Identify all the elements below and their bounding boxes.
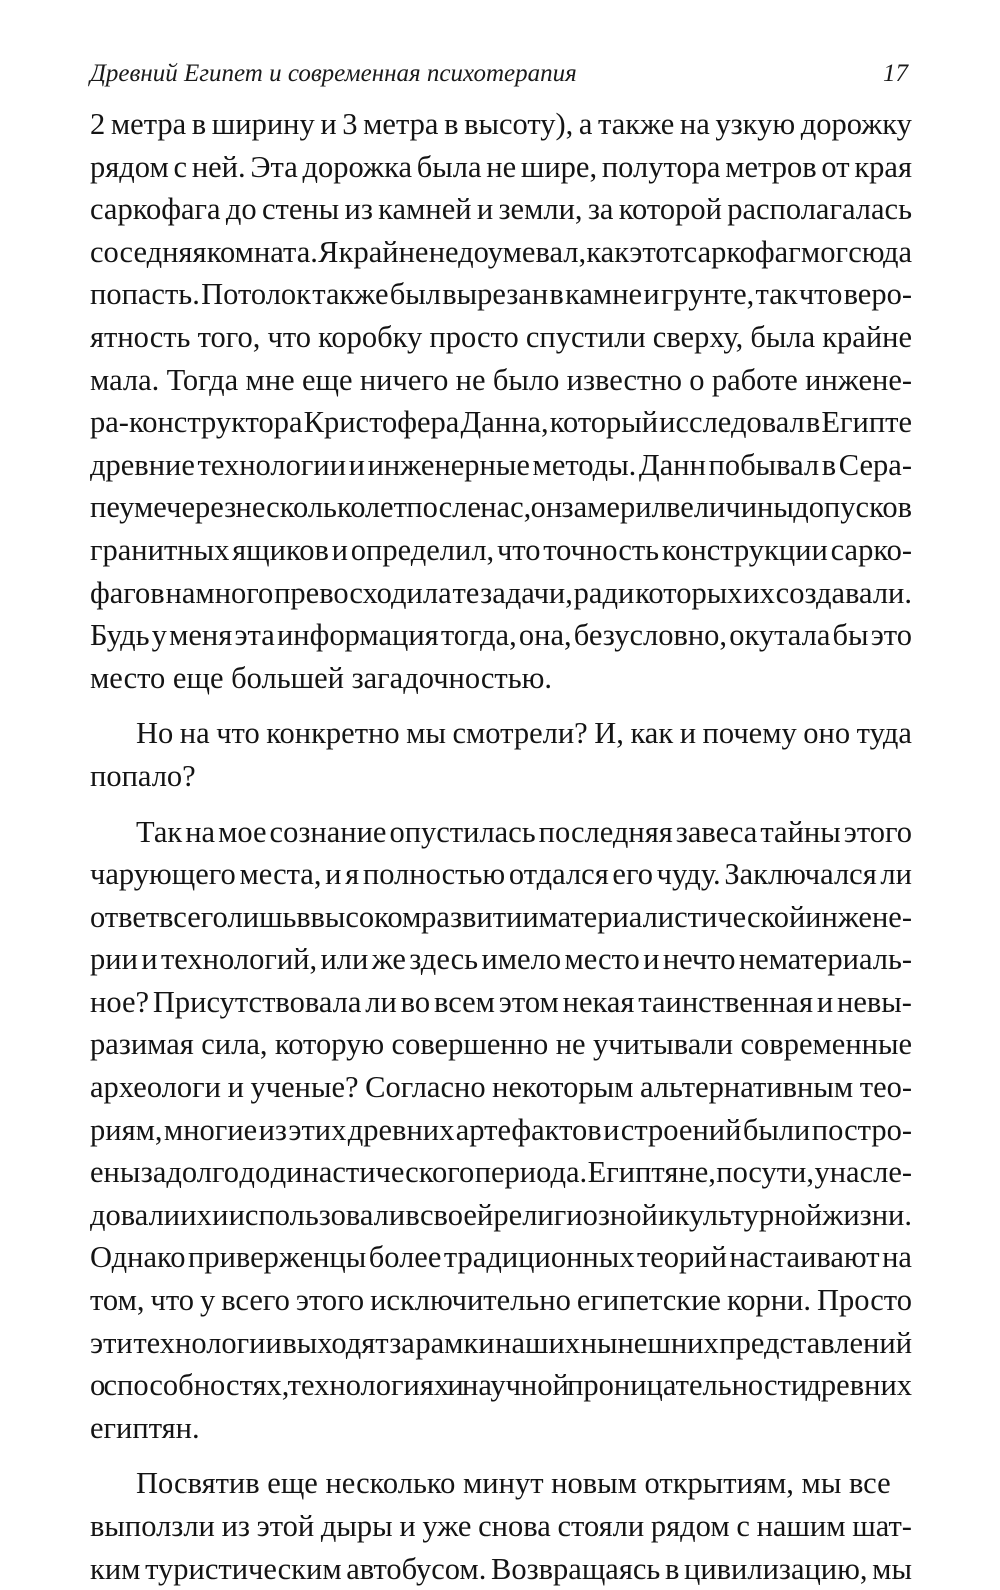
text-line: ким туристическим автобусом. Возвращаясь в цивилизацию, мы bbox=[90, 1551, 912, 1586]
text-line: соседняя комната. Я крайне недоумевал, как этот саркофаг мог сюда bbox=[90, 234, 913, 269]
text-line: ответ всего лишь в высоком развитии материалистической инжене- bbox=[90, 899, 912, 934]
text-line: выползли из этой дыры и уже снова стояли рядом с нашим шат- bbox=[90, 1509, 912, 1543]
text-line: рядом с ней. Эта дорожка была не шире, полутора метров от края bbox=[90, 149, 912, 184]
paragraph bbox=[90, 1462, 912, 1590]
text-line: египтян. bbox=[90, 1410, 200, 1445]
text-line: Будь у меня эта информация тогда, она, безусловно, окутала бы это bbox=[90, 618, 912, 653]
text-line: о способностях, технологиях и научной проницательности древних bbox=[90, 1368, 913, 1403]
text-line: ятность того, что коробку просто спустили сверху, была крайне bbox=[90, 319, 913, 354]
text-line: пеуме через несколько лет после нас, он замерил величины допусков bbox=[90, 490, 912, 525]
page-number: 17 bbox=[883, 60, 908, 87]
text-line: мала. Тогда мне еще ничего не было известно о работе инжене- bbox=[90, 362, 913, 397]
body-text bbox=[90, 103, 912, 1590]
text-line: фагов намного превосходила те задачи, ради которых их создавали. bbox=[90, 575, 912, 610]
paragraph bbox=[90, 103, 912, 699]
text-line: ены задолго до династического периода. Египтяне, по сути, унасле- bbox=[90, 1155, 913, 1190]
text-line: Посвятив еще несколько минут новым открытиям, мы все bbox=[136, 1466, 891, 1501]
text-line: рии и технологий, или же здесь имело место и нечто нематериаль- bbox=[90, 942, 913, 977]
text-line: чарующего места, и я полностью отдался его чуду. Заключался ли bbox=[90, 857, 912, 892]
running-header bbox=[90, 56, 908, 92]
text-line: саркофага до стены из камней и земли, за которой располагалась bbox=[90, 192, 912, 227]
text-line: попало? bbox=[90, 758, 196, 793]
text-line: археологи и ученые? Согласно некоторым альтернативным тео- bbox=[90, 1070, 913, 1105]
text-line: эти технологии выходят за рамки наших нынешних представлений bbox=[90, 1325, 913, 1360]
text-line: том, что у всего этого исключительно египетские корни. Просто bbox=[90, 1283, 912, 1318]
text-line: Но на что конкретно мы смотрели? И, как и почему оно туда bbox=[136, 716, 912, 751]
running-title: Древний Египет и современная психотерапия bbox=[90, 60, 577, 87]
paragraph bbox=[90, 712, 912, 797]
text-line: довали их и использовали в своей религиозной и культурной жизни. bbox=[90, 1197, 912, 1232]
text-line: ра-конструктора Кристофера Данна, который исследовал в Египте bbox=[90, 405, 913, 440]
text-line: гранитных ящиков и определил, что точность конструкции сарко- bbox=[90, 532, 912, 567]
text-line: попасть. Потолок также был вырезан в камне и грунте, так что веро- bbox=[90, 277, 912, 312]
text-line: Так на мое сознание опустилась последняя завеса тайны этого bbox=[136, 814, 912, 849]
text-line: разимая сила, которую совершенно не учитывали современные bbox=[90, 1027, 912, 1062]
text-line: 2 метра в ширину и 3 метра в высоту), а также на узкую дорожку bbox=[90, 107, 912, 141]
text-line: Однако приверженцы более традиционных теорий настаивают на bbox=[90, 1240, 912, 1275]
text-line: древние технологии и инженерные методы. Данн побывал в Сера- bbox=[90, 447, 912, 482]
text-line: ное? Присутствовала ли во всем этом некая таинственная и невы- bbox=[90, 984, 912, 1019]
text-line: место еще большей загадочностью. bbox=[90, 660, 553, 695]
text-line: риям, многие из этих древних артефактов и строений были постро- bbox=[90, 1112, 913, 1147]
paragraph bbox=[90, 811, 912, 1450]
